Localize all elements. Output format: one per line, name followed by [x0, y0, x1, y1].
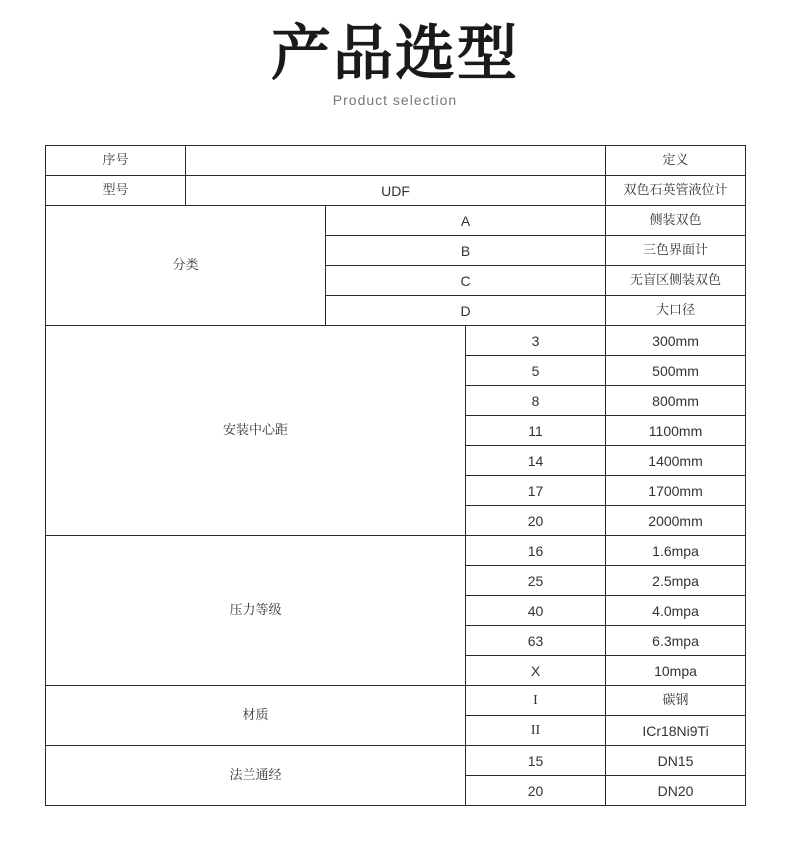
- category-desc: 三色界面计: [606, 236, 746, 266]
- category-desc: 大口径: [606, 296, 746, 326]
- center-distance-code: 14: [466, 446, 606, 476]
- center-distance-label: 安装中心距: [46, 326, 466, 536]
- category-code: C: [326, 266, 606, 296]
- serial-definition: 定义: [606, 146, 746, 176]
- pressure-code: 40: [466, 596, 606, 626]
- category-desc: 无盲区侧装双色: [606, 266, 746, 296]
- flange-code: 20: [466, 776, 606, 806]
- pressure-code: 63: [466, 626, 606, 656]
- pressure-desc: 4.0mpa: [606, 596, 746, 626]
- page-title: 产品选型: [271, 19, 519, 89]
- model-value: UDF: [186, 176, 606, 206]
- table-row-category: [46, 206, 746, 236]
- material-code: II: [466, 716, 606, 746]
- pressure-code: 16: [466, 536, 606, 566]
- center-distance-desc: 1700mm: [606, 476, 746, 506]
- serial-label: 序号: [46, 146, 186, 176]
- material-desc: ICr18Ni9Ti: [606, 716, 746, 746]
- page-subtitle: Product selection: [332, 92, 458, 108]
- center-distance-code: 5: [466, 356, 606, 386]
- pressure-desc: 1.6mpa: [606, 536, 746, 566]
- center-distance-code: 20: [466, 506, 606, 536]
- product-selection-table: [45, 145, 746, 806]
- table-row-flange: [46, 746, 746, 776]
- table-row-material: [46, 686, 746, 716]
- center-distance-desc: 300mm: [606, 326, 746, 356]
- category-desc: 侧装双色: [606, 206, 746, 236]
- table-row-serial: [46, 146, 746, 176]
- center-distance-code: 8: [466, 386, 606, 416]
- category-label: 分类: [46, 206, 326, 326]
- serial-value: [186, 146, 606, 176]
- center-distance-desc: 1100mm: [606, 416, 746, 446]
- center-distance-code: 3: [466, 326, 606, 356]
- table-row-center-distance: [46, 326, 746, 356]
- material-desc: 碳钢: [606, 686, 746, 716]
- pressure-code: 25: [466, 566, 606, 596]
- center-distance-code: 17: [466, 476, 606, 506]
- pressure-desc: 6.3mpa: [606, 626, 746, 656]
- category-code: A: [326, 206, 606, 236]
- flange-desc: DN15: [606, 746, 746, 776]
- pressure-desc: 10mpa: [606, 656, 746, 686]
- flange-label: 法兰通经: [46, 746, 466, 806]
- table-row-model: [46, 176, 746, 206]
- model-label: 型号: [46, 176, 186, 206]
- pressure-desc: 2.5mpa: [606, 566, 746, 596]
- flange-code: 15: [466, 746, 606, 776]
- title-block: [0, 18, 790, 108]
- pressure-label: 压力等级: [46, 536, 466, 686]
- pressure-code: X: [466, 656, 606, 686]
- table-row-pressure: [46, 536, 746, 566]
- center-distance-desc: 1400mm: [606, 446, 746, 476]
- center-distance-desc: 800mm: [606, 386, 746, 416]
- center-distance-desc: 500mm: [606, 356, 746, 386]
- center-distance-desc: 2000mm: [606, 506, 746, 536]
- material-code: I: [466, 686, 606, 716]
- center-distance-code: 11: [466, 416, 606, 446]
- category-code: D: [326, 296, 606, 326]
- model-definition: 双色石英管液位计: [606, 176, 746, 206]
- category-code: B: [326, 236, 606, 266]
- flange-desc: DN20: [606, 776, 746, 806]
- material-label: 材质: [46, 686, 466, 746]
